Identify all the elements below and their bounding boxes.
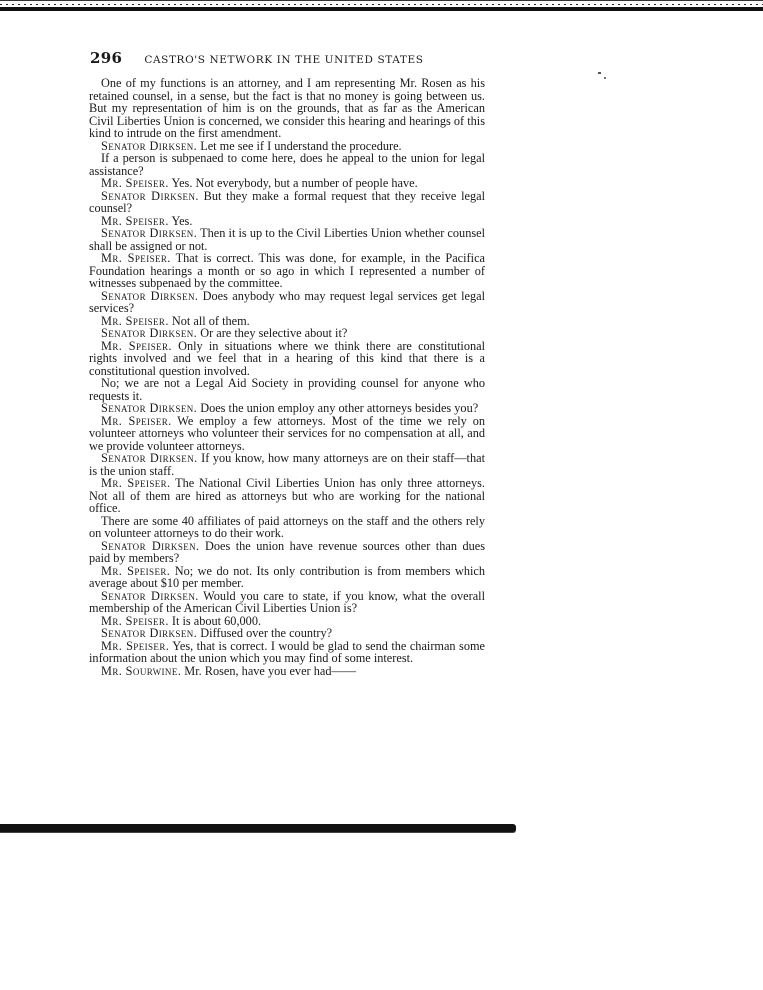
speaker-label: Senator Dirksen. <box>101 188 199 203</box>
paragraph <box>89 590 485 615</box>
speaker-label: Mr. Speiser. <box>101 213 169 228</box>
paragraph-text: Yes. <box>171 213 193 228</box>
scan-speck <box>598 72 601 74</box>
paragraph-text: Would you care to state, if you know, what the overall membership of the American Civil Liberties Union is? <box>89 588 485 615</box>
paragraph-text: Then it is up to the Civil Liberties Union whether counsel shall be assigned or not. <box>89 226 485 253</box>
bottom-border-rule <box>0 824 516 832</box>
paragraph <box>89 77 485 140</box>
paragraph-text: Does the union employ any other attorneys besides you? <box>200 401 479 415</box>
paragraph-text: Or are they selective about it? <box>200 326 348 340</box>
speaker-label: Senator Dirksen. <box>101 538 200 553</box>
speaker-label: Mr. Sourwine. <box>101 663 182 678</box>
speaker-label: Mr. Speiser. <box>101 613 169 628</box>
paragraph <box>89 640 485 665</box>
paragraph <box>89 452 485 477</box>
paragraph <box>89 190 485 215</box>
paragraph-text: The National Civil Liberties Union has only three attorneys. Not all of them are hired as attorneys but who are working for the national office. <box>89 476 485 515</box>
paragraph-text: If a person is subpenaed to come here, does he appeal to the union for legal assistance? <box>89 151 485 178</box>
paragraph <box>89 477 485 515</box>
page-number: 296 <box>90 49 123 67</box>
paragraph <box>89 665 485 678</box>
speaker-label: Mr. Speiser. <box>101 251 171 265</box>
speaker-label: Mr. Speiser. <box>101 413 172 428</box>
paragraph-text: Does the union have revenue sources other than dues paid by members? <box>89 538 485 565</box>
scan-speck <box>604 77 606 79</box>
speaker-label: Mr. Speiser. <box>101 176 169 190</box>
paragraph-text: We employ a few attorneys. Most of the time we rely on volunteer attorneys who volunteer their services for no compensation at all, and we provide volunteer attorneys. <box>89 413 485 453</box>
speaker-label: Mr. Speiser. <box>101 638 170 653</box>
paragraph <box>89 540 485 565</box>
speaker-label: Mr. Speiser. <box>101 338 172 353</box>
paragraph <box>89 415 485 453</box>
paragraph <box>89 152 485 177</box>
paragraph-text: Not all of them. <box>171 313 250 328</box>
paragraph <box>89 377 485 402</box>
speaker-label: Mr. Speiser. <box>101 476 171 490</box>
speaker-label: Senator Dirksen. <box>101 588 199 603</box>
speaker-label: Senator Dirksen. <box>101 626 198 640</box>
paragraph-text: That is correct. This was done, for example, in the Pacifica Foundation hearings a month or so ago in which I represented a number of witnesses subpenaed by the committee. <box>89 251 485 290</box>
speaker-label: Senator Dirksen. <box>101 401 198 415</box>
speaker-label: Senator Dirksen. <box>101 326 198 340</box>
speaker-label: Senator Dirksen. <box>101 288 199 303</box>
transcript-body <box>89 77 485 677</box>
paragraph <box>89 227 485 252</box>
speaker-label: Senator Dirksen. <box>101 138 198 153</box>
speaker-label: Senator Dirksen. <box>101 451 198 465</box>
paragraph-text: Diffused over the country? <box>200 626 333 640</box>
paragraph-text: If you know, how many attorneys are on their staff—that is the union staff. <box>89 451 485 478</box>
paragraph <box>89 565 485 590</box>
paragraph-text: But they make a formal request that they receive legal counsel? <box>89 188 486 215</box>
paragraph-text: Yes. Not everybody, but a number of people have. <box>171 176 418 190</box>
paragraph <box>89 290 485 315</box>
speaker-label: Mr. Speiser. <box>101 313 169 328</box>
paragraph-text: No; we are not a Legal Aid Society in providing counsel for anyone who requests it. <box>89 376 485 403</box>
top-border-rule <box>0 0 763 11</box>
paragraph <box>89 252 485 290</box>
paragraph-text: Mr. Rosen, have you ever had—— <box>184 663 357 678</box>
paragraph-text: Only in situations where we think there are constitutional rights involved and we feel that in a hearing of this kind that there is a constitutional question involved. <box>89 338 486 378</box>
paragraph-text: Does anybody who may request legal services get legal services? <box>89 288 486 315</box>
speaker-label: Senator Dirksen. <box>101 226 198 240</box>
paragraph-text: One of my functions is an attorney, and I am representing Mr. Rosen as his retained counsel, in a sense, but the fact is that no money is going between us. But my representation of him is on the grounds, that as far as the American Civil Liberties Union is concerned, we consider this hearing and hearings of this kind to intrude on the first amendment. <box>89 76 485 140</box>
paragraph-text: Let me see if I understand the procedure. <box>200 138 402 153</box>
paragraph-text: It is about 60,000. <box>171 613 262 628</box>
speaker-label: Mr. Speiser. <box>101 563 171 578</box>
paragraph-text: Yes, that is correct. I would be glad to send the chairman some information about the union which you may find of some interest. <box>89 638 486 665</box>
paragraph-text: No; we do not. Its only contribution is from members which average about $10 per member. <box>89 563 485 590</box>
page-header <box>90 49 490 67</box>
paragraph-text: There are some 40 affiliates of paid attorneys on the staff and the others rely on volunteer attorneys to do their work. <box>89 513 485 540</box>
paragraph <box>89 515 485 540</box>
paragraph <box>89 340 485 378</box>
running-title: CASTRO'S NETWORK IN THE UNITED STATES <box>144 54 424 66</box>
